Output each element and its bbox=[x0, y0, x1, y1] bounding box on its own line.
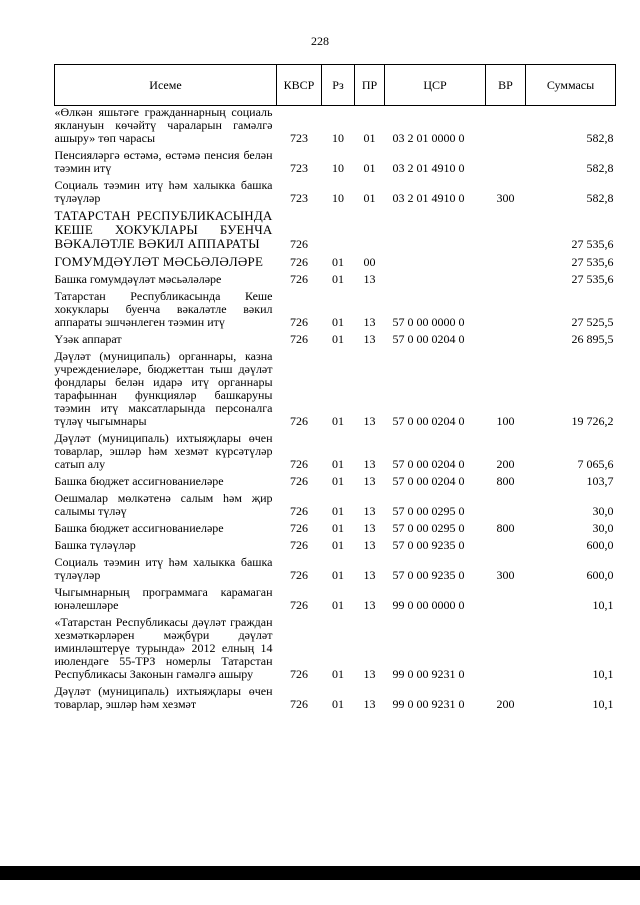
table-row bbox=[55, 251, 616, 269]
cell-pr: 01 bbox=[363, 191, 376, 205]
table-row bbox=[55, 269, 616, 286]
table-row bbox=[55, 488, 616, 518]
cell-name: Пенсияләргә өстәмә, өстәмә пенсия белән тәэмин итү bbox=[54, 148, 273, 175]
cell-kvsr: 723 bbox=[290, 131, 308, 145]
cell-csr: 03 2 01 0000 0 bbox=[392, 131, 465, 145]
cell-kvsr: 726 bbox=[290, 667, 308, 681]
table-row bbox=[55, 518, 616, 535]
cell-csr: 57 0 00 0204 0 bbox=[392, 474, 465, 488]
cell-vr bbox=[486, 286, 526, 329]
header-pr: ПР bbox=[355, 65, 385, 106]
header-rz: Рз bbox=[322, 65, 355, 106]
table-row bbox=[55, 175, 616, 205]
table-row bbox=[55, 535, 616, 552]
cell-name: Чыгымнарның программага карамаган юнәлешләре bbox=[54, 585, 273, 612]
header-kvsr: КВСР bbox=[277, 65, 322, 106]
cell-kvsr: 726 bbox=[290, 457, 308, 471]
cell-kvsr: 726 bbox=[290, 697, 308, 711]
cell-sum: 19 726,2 bbox=[571, 414, 614, 428]
page-number: 228 bbox=[311, 34, 329, 48]
cell-kvsr: 723 bbox=[290, 191, 308, 205]
cell-kvsr: 726 bbox=[290, 237, 308, 251]
cell-sum: 10,1 bbox=[592, 598, 614, 612]
cell-vr: 300 bbox=[496, 568, 515, 582]
cell-rz: 01 bbox=[332, 457, 344, 471]
cell-sum: 582,8 bbox=[586, 131, 614, 145]
cell-name: Татарстан Республикасында Кеше хокуклары буенча вәкаләтле вәкил аппараты эшчәнлеген тәэмин итү bbox=[54, 289, 273, 329]
cell-csr: 57 0 00 9235 0 bbox=[392, 538, 465, 552]
table-row bbox=[55, 582, 616, 612]
cell-kvsr: 726 bbox=[290, 598, 308, 612]
cell-rz: 01 bbox=[332, 598, 344, 612]
cell-pr: 00 bbox=[363, 255, 376, 269]
cell-sum: 27 535,6 bbox=[571, 272, 614, 286]
cell-vr: 200 bbox=[496, 457, 515, 471]
scan-edge-bar bbox=[0, 866, 640, 880]
header-sum: Суммасы bbox=[526, 65, 616, 106]
cell-rz: 01 bbox=[332, 538, 344, 552]
cell-rz: 01 bbox=[332, 255, 344, 269]
cell-csr: 03 2 01 4910 0 bbox=[392, 161, 465, 175]
cell-pr: 13 bbox=[363, 521, 376, 535]
cell-csr: 99 0 00 0000 0 bbox=[392, 598, 465, 612]
cell-sum: 30,0 bbox=[592, 521, 614, 535]
cell-pr: 13 bbox=[363, 504, 376, 518]
cell-kvsr: 726 bbox=[290, 332, 308, 346]
table-row bbox=[55, 681, 616, 711]
cell-pr: 13 bbox=[363, 272, 376, 286]
cell-csr: 57 0 00 0000 0 bbox=[392, 315, 465, 329]
cell-pr: 01 bbox=[363, 131, 376, 145]
table-row bbox=[55, 286, 616, 329]
cell-name: Башка бюджет ассигнованиеләре bbox=[54, 521, 224, 535]
cell-vr bbox=[486, 145, 526, 175]
cell-kvsr: 726 bbox=[290, 474, 308, 488]
cell-name: Дәүләт (муниципаль) ихтыяҗлары өчен товарлар, эшләр һәм хезмәт күрсәтүләр сатып алу bbox=[54, 431, 273, 471]
cell-pr: 13 bbox=[363, 414, 376, 428]
cell-csr: 99 0 00 9231 0 bbox=[392, 697, 465, 711]
cell-name: «Татарстан Республикасы дәүләт граждан хезмәткәрләрен мәҗбүри дәүләт иминләштерүе турында» 2012 елның 14 июлендәге 55-ТРЗ номерлы Татарстан Республикасы Законын гамәлгә ашыру bbox=[54, 615, 273, 681]
cell-pr bbox=[355, 205, 385, 251]
cell-sum: 27 535,6 bbox=[571, 255, 614, 269]
table-row bbox=[55, 428, 616, 471]
cell-sum: 7 065,6 bbox=[577, 457, 614, 471]
cell-rz: 10 bbox=[332, 131, 344, 145]
cell-kvsr: 726 bbox=[290, 504, 308, 518]
cell-rz: 01 bbox=[332, 474, 344, 488]
cell-vr: 300 bbox=[496, 191, 515, 205]
cell-name: Социаль тәэмин итү һәм халыкка башка түләүләр bbox=[54, 178, 273, 205]
cell-kvsr: 726 bbox=[290, 538, 308, 552]
cell-pr: 13 bbox=[363, 457, 376, 471]
cell-name: Башка бюджет ассигнованиеләре bbox=[54, 474, 224, 488]
cell-vr: 800 bbox=[496, 521, 515, 535]
cell-name: Башка гомумдәүләт мәсьәләләре bbox=[54, 272, 222, 286]
cell-kvsr: 726 bbox=[290, 315, 308, 329]
cell-csr: 57 0 00 0295 0 bbox=[392, 521, 465, 535]
cell-name: «Өлкән яшьтәге гражданнарның социаль яклануын көчәйтү чараларын гамәлгә ашыру» төп чарасы bbox=[54, 105, 273, 145]
cell-sum: 582,8 bbox=[586, 161, 614, 175]
cell-vr: 200 bbox=[496, 697, 515, 711]
header-name: Исеме bbox=[55, 65, 277, 106]
cell-pr: 13 bbox=[363, 315, 376, 329]
cell-sum: 10,1 bbox=[592, 667, 614, 681]
cell-sum: 600,0 bbox=[586, 568, 614, 582]
cell-kvsr: 723 bbox=[290, 161, 308, 175]
cell-sum: 103,7 bbox=[586, 474, 614, 488]
cell-sum: 10,1 bbox=[592, 697, 614, 711]
cell-vr bbox=[486, 205, 526, 251]
cell-rz: 01 bbox=[332, 315, 344, 329]
cell-pr: 13 bbox=[363, 568, 376, 582]
cell-sum: 582,8 bbox=[586, 191, 614, 205]
cell-pr: 13 bbox=[363, 538, 376, 552]
cell-vr bbox=[486, 612, 526, 681]
cell-kvsr: 726 bbox=[290, 521, 308, 535]
table-row bbox=[55, 106, 616, 146]
cell-rz: 01 bbox=[332, 568, 344, 582]
cell-pr: 13 bbox=[363, 697, 376, 711]
cell-csr bbox=[385, 205, 486, 251]
cell-csr: 99 0 00 9231 0 bbox=[392, 667, 465, 681]
cell-csr bbox=[385, 269, 486, 286]
cell-rz: 01 bbox=[332, 504, 344, 518]
cell-csr: 57 0 00 0204 0 bbox=[392, 457, 465, 471]
cell-vr bbox=[486, 535, 526, 552]
cell-pr: 13 bbox=[363, 474, 376, 488]
cell-vr bbox=[486, 582, 526, 612]
cell-csr: 03 2 01 4910 0 bbox=[392, 191, 465, 205]
budget-table-container bbox=[54, 64, 615, 711]
cell-csr: 57 0 00 0204 0 bbox=[392, 332, 465, 346]
cell-vr: 100 bbox=[496, 414, 515, 428]
cell-name: ТАТАРСТАН РЕСПУБЛИКАСЫНДА КЕШЕ ХОКУКЛАРЫ БУЕНЧА ВӘКАЛӘТЛЕ ВӘКИЛ АППАРАТЫ bbox=[54, 208, 273, 251]
cell-vr bbox=[486, 329, 526, 346]
cell-sum: 600,0 bbox=[586, 538, 614, 552]
cell-csr: 57 0 00 0204 0 bbox=[392, 414, 465, 428]
cell-pr: 01 bbox=[363, 161, 376, 175]
cell-csr bbox=[385, 251, 486, 269]
cell-kvsr: 726 bbox=[290, 414, 308, 428]
table-row bbox=[55, 329, 616, 346]
table-row bbox=[55, 612, 616, 681]
cell-rz: 01 bbox=[332, 697, 344, 711]
cell-rz: 01 bbox=[332, 272, 344, 286]
cell-pr: 13 bbox=[363, 598, 376, 612]
budget-table bbox=[54, 64, 616, 711]
cell-sum: 27 535,6 bbox=[571, 237, 614, 251]
cell-name: Башка түләүләр bbox=[54, 538, 136, 552]
cell-vr bbox=[486, 251, 526, 269]
header-csr: ЦСР bbox=[385, 65, 486, 106]
cell-rz: 01 bbox=[332, 667, 344, 681]
cell-kvsr: 726 bbox=[290, 255, 308, 269]
cell-name: Оешмалар мөлкәтенә салым һәм җир салымы түләү bbox=[54, 491, 273, 518]
table-row bbox=[55, 471, 616, 488]
cell-pr: 13 bbox=[363, 332, 376, 346]
cell-vr bbox=[486, 488, 526, 518]
table-row bbox=[55, 145, 616, 175]
table-row bbox=[55, 205, 616, 251]
cell-vr: 800 bbox=[496, 474, 515, 488]
cell-kvsr: 726 bbox=[290, 272, 308, 286]
cell-name: Социаль тәэмин итү һәм халыкка башка түләүләр bbox=[54, 555, 273, 582]
cell-vr bbox=[486, 269, 526, 286]
cell-rz: 10 bbox=[332, 191, 344, 205]
cell-kvsr: 726 bbox=[290, 568, 308, 582]
cell-sum: 26 895,5 bbox=[571, 332, 614, 346]
cell-sum: 27 525,5 bbox=[571, 315, 614, 329]
table-row bbox=[55, 552, 616, 582]
cell-csr: 57 0 00 9235 0 bbox=[392, 568, 465, 582]
cell-rz: 01 bbox=[332, 414, 344, 428]
cell-vr bbox=[486, 106, 526, 146]
cell-rz: 01 bbox=[332, 521, 344, 535]
table-body bbox=[55, 106, 616, 712]
cell-rz bbox=[322, 205, 355, 251]
cell-rz: 10 bbox=[332, 161, 344, 175]
cell-csr: 57 0 00 0295 0 bbox=[392, 504, 465, 518]
cell-pr: 13 bbox=[363, 667, 376, 681]
table-header bbox=[55, 65, 616, 106]
cell-name: Дәүләт (муниципаль) органнары, казна учреждениеләре, бюджеттан тыш дәүләт фондлары белән идарә итү органнары тарафыннан функцияләр башкаруны тәэмин итү максатларында персоналга түләү чыгымнары bbox=[54, 349, 273, 428]
cell-name: ГОМУМДӘҮЛӘТ МӘСЬӘЛӘЛӘРЕ bbox=[54, 254, 264, 269]
cell-sum: 30,0 bbox=[592, 504, 614, 518]
cell-rz: 01 bbox=[332, 332, 344, 346]
cell-name: Дәүләт (муниципаль) ихтыяҗлары өчен товарлар, эшләр һәм хезмәт bbox=[54, 684, 273, 711]
header-vr: ВР bbox=[486, 65, 526, 106]
cell-name: Үзәк аппарат bbox=[54, 332, 122, 346]
table-row bbox=[55, 346, 616, 428]
